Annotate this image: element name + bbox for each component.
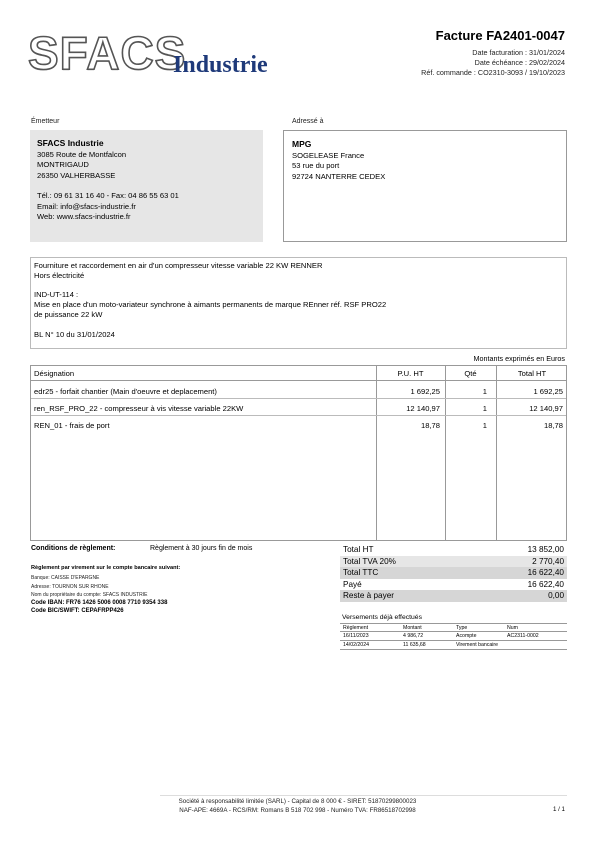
payments-header-reglement: Règlement bbox=[343, 625, 369, 631]
emitter-web: Web: www.sfacs-industrie.fr bbox=[37, 212, 131, 221]
recipient-line-2: 53 rue du port bbox=[292, 161, 340, 170]
total-ht-value: 13 852,00 bbox=[527, 545, 564, 554]
description-line-1: Fourniture et raccordement en air d'un compresseur vitesse variable 22 KW RENNER bbox=[34, 261, 323, 270]
row-unit-price: 12 140,97 bbox=[406, 404, 440, 413]
row-quantity: 1 bbox=[482, 387, 487, 396]
recipient-line-1: SOGELEASE France bbox=[292, 150, 365, 160]
bank-account-owner: Nom du propriétaire du compte: SFACS INDUSTRIE bbox=[31, 592, 148, 598]
logo-suffix: Industrie bbox=[173, 52, 268, 78]
paid-row bbox=[340, 579, 567, 591]
remaining-value: 0,00 bbox=[548, 591, 564, 600]
row-quantity: 1 bbox=[482, 421, 487, 430]
footer-line-1: Société à responsabilité limitée (SARL) - Capital de 8 000 € - SIRET: 51870299800023 bbox=[178, 798, 417, 805]
logo-brand: SFACS bbox=[28, 27, 187, 79]
description-line-4: Mise en place d'un moto-variateur synchrone à aimants permanents de marque REnner réf. RSF PRO22 bbox=[34, 300, 387, 310]
bank-name: Banque: CAISSE D'EPARGNE bbox=[31, 575, 100, 581]
row-designation: REN_01 - frais de port bbox=[34, 421, 110, 430]
recipient-label: Adressé à bbox=[292, 118, 324, 125]
payments-table bbox=[340, 623, 567, 650]
total-tva-row bbox=[340, 556, 567, 568]
payment-type: Acompte bbox=[456, 633, 477, 639]
payment-number: AC2311-0002 bbox=[507, 633, 539, 639]
items-table bbox=[30, 365, 567, 541]
paid-label: Payé bbox=[343, 579, 362, 589]
legal-footer bbox=[0, 797, 595, 815]
remaining-row bbox=[340, 590, 567, 602]
recipient-box bbox=[283, 130, 567, 242]
emitter-box bbox=[30, 130, 263, 242]
row-total: 12 140,97 bbox=[529, 404, 563, 413]
page-number: 1 / 1 bbox=[552, 806, 565, 813]
payment-date: 14/02/2024 bbox=[343, 642, 369, 648]
row-quantity: 1 bbox=[482, 404, 487, 413]
payment-conditions-value: Règlement à 30 jours fin de mois bbox=[150, 545, 253, 552]
payment-amount: 4 986,72 bbox=[403, 633, 424, 639]
total-ttc-value: 16 622,40 bbox=[527, 568, 564, 577]
total-tva-value: 2 770,40 bbox=[532, 556, 564, 566]
emitter-name: SFACS Industrie bbox=[37, 138, 104, 148]
payment-conditions-label: Conditions de règlement: bbox=[31, 545, 116, 552]
description-line-2: Hors électricité bbox=[34, 270, 85, 280]
total-ht-row bbox=[340, 544, 567, 556]
row-designation: ren_RSF_PRO_22 - compresseur à vis vitesse variable 22KW bbox=[34, 404, 244, 413]
header-total: Total HT bbox=[517, 369, 547, 378]
recipient-line-3: 92724 NANTERRE CEDEX bbox=[292, 171, 386, 181]
bank-transfer-title: Règlement par virement sur le compte bancaire suivant: bbox=[31, 565, 181, 571]
payments-title: Versements déjà effectués bbox=[342, 614, 422, 621]
header-quantity: Qté bbox=[464, 369, 477, 378]
recipient-name: MPG bbox=[292, 139, 312, 149]
row-total: 18,78 bbox=[543, 421, 563, 430]
total-ht-label: Total HT bbox=[343, 545, 374, 554]
footer-divider bbox=[160, 795, 567, 796]
total-ttc-label: Total TTC bbox=[343, 568, 379, 577]
order-reference: Réf. commande : CO2310-3093 / 19/10/2023 bbox=[421, 68, 565, 77]
currency-note: Montants exprimés en Euros bbox=[473, 354, 565, 363]
invoice-due-date: Date échéance : 29/02/2024 bbox=[474, 58, 565, 67]
emitter-email: Email: info@sfacs-industrie.fr bbox=[37, 201, 136, 211]
payments-header bbox=[340, 623, 567, 632]
row-unit-price: 18,78 bbox=[420, 421, 440, 430]
table-row bbox=[31, 400, 566, 416]
bank-address: Adresse: TOURNON SUR RHONE bbox=[31, 584, 109, 590]
emitter-address-2: MONTRIGAUD bbox=[37, 160, 89, 169]
row-designation: edr25 - forfait chantier (Main d'oeuvre et deplacement) bbox=[34, 387, 217, 396]
payments-header-num: Num bbox=[507, 625, 518, 631]
header-unit-price: P.U. HT bbox=[397, 369, 424, 378]
row-total: 1 692,25 bbox=[533, 387, 563, 396]
row-unit-price: 1 692,25 bbox=[410, 387, 440, 396]
payment-amount: 11 635,68 bbox=[403, 642, 426, 648]
emitter-address-1: 3085 Route de Montfalcon bbox=[37, 149, 127, 159]
payment-type: Virement bancaire bbox=[456, 642, 499, 648]
description-line-6: BL N° 10 du 31/01/2024 bbox=[34, 329, 115, 339]
invoice-description bbox=[30, 257, 567, 349]
remaining-label: Reste à payer bbox=[343, 591, 394, 600]
emitter-phone: Tél.: 09 61 31 16 40 - Fax: 04 86 55 63 01 bbox=[37, 191, 179, 200]
table-row bbox=[31, 383, 566, 399]
company-logo bbox=[28, 27, 288, 82]
invoice-date: Date facturation : 31/01/2024 bbox=[472, 48, 565, 57]
table-row bbox=[31, 417, 566, 433]
invoice-meta bbox=[421, 48, 565, 78]
invoice-title: Facture FA2401-0047 bbox=[435, 28, 565, 43]
header-designation: Désignation bbox=[34, 369, 75, 378]
footer-line-2: NAF-APE: 4669A - RCS/RM: Romans B 518 702 998 - Numéro TVA: FR86518702998 bbox=[179, 807, 416, 814]
payments-header-montant: Montant bbox=[403, 625, 422, 631]
bank-bic: Code BIC/SWIFT: CEPAFRPP426 bbox=[31, 608, 124, 614]
total-tva-label: Total TVA 20% bbox=[343, 556, 396, 566]
emitter-label: Émetteur bbox=[31, 118, 60, 125]
payment-date: 16/11/2023 bbox=[343, 633, 369, 639]
description-line-5: de puissance 22 kW bbox=[34, 309, 103, 319]
payments-header-type: Type bbox=[456, 625, 468, 631]
description-line-3: IND-UT-114 : bbox=[34, 290, 79, 300]
payment-row bbox=[340, 641, 567, 650]
totals-block bbox=[340, 544, 567, 602]
bank-iban: Code IBAN: FR76 1426 5006 0008 7710 9354 338 bbox=[31, 600, 168, 606]
paid-value: 16 622,40 bbox=[527, 579, 564, 589]
emitter-address-3: 26350 VALHERBASSE bbox=[37, 170, 116, 180]
items-table-header bbox=[31, 366, 566, 381]
payment-row bbox=[340, 632, 567, 641]
total-ttc-row bbox=[340, 567, 567, 579]
